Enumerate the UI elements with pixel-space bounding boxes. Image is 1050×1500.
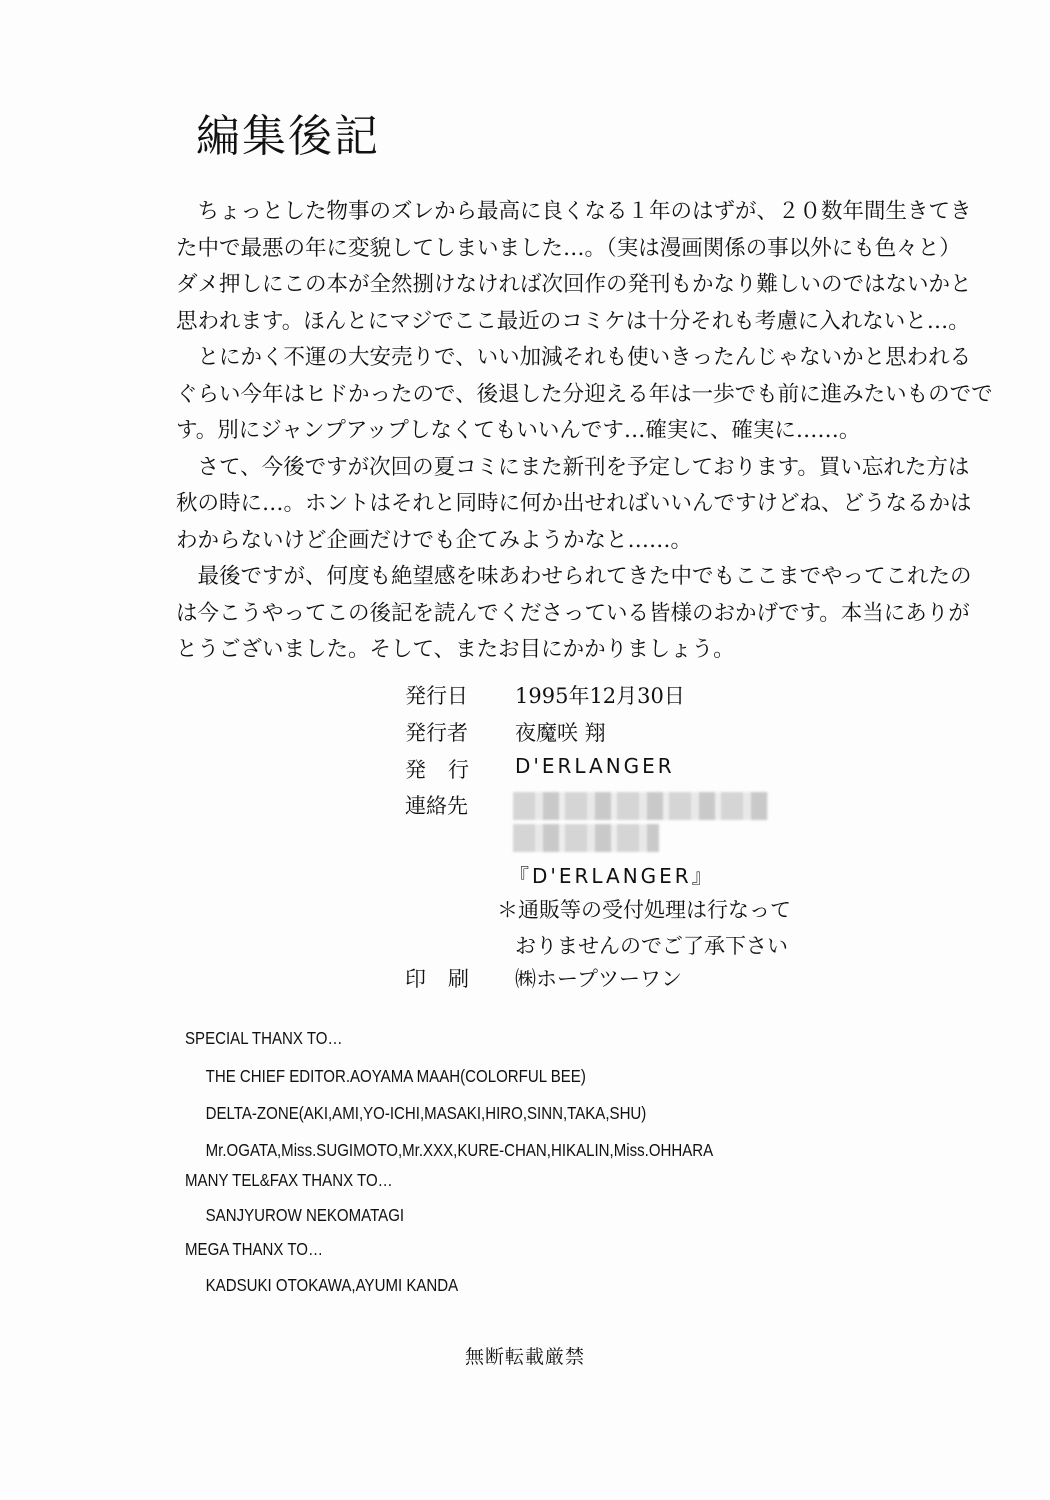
redacted-phone xyxy=(513,824,659,852)
copyright-notice: 無断転載厳禁 xyxy=(464,1346,585,1368)
body-line: ちょっとした物事のズレから最高に良くなる１年のはずが、２０数年間生きてき xyxy=(176,199,972,224)
body-line: 秋の時に…。ホントはそれと同時に何か出せればいいんですけどね、どうなるかは xyxy=(176,491,972,516)
body-line: ダメ押しにこの本が全然捌けなければ次回作の発刊もかなり難しいのではないかと xyxy=(176,272,972,297)
body-line: とにかく不運の大安売りで、いい加減それも使いきったんじゃないかと思われる xyxy=(176,345,972,370)
issue-label: 発行 xyxy=(405,758,491,782)
body-line: は今こうやってこの後記を読んでくださっている皆様のおかげです。本当にありが xyxy=(176,600,970,626)
body-line: 思われます。ほんとにマジでここ最近のコミケは十分それも考慮に入れないと…。 xyxy=(176,308,970,334)
thanks-line: Mr.OGATA,Miss.SUGIMOTO,Mr.XXX,KURE-CHAN,HIKALIN,Miss.OHHARA xyxy=(205,1140,714,1160)
issue-value: D'ERLANGER xyxy=(515,754,675,778)
thanks-line: DELTA-ZONE(AKI,AMI,YO-ICHI,MASAKI,HIRO,SINN,TAKA,SHU) xyxy=(205,1103,647,1123)
publisher-label: 発行者 xyxy=(405,721,468,745)
print-value: ㈱ホープツーワン xyxy=(515,967,682,991)
thanks-heading: SPECIAL THANX TO… xyxy=(185,1028,343,1048)
body-line: さて、今後ですが次回の夏コミにまた新刊を予定しております。買い忘れた方は xyxy=(176,454,970,480)
date-label: 発行日 xyxy=(405,684,468,708)
body-line: とうございました。そして、またお目にかかりましょう。 xyxy=(176,637,735,662)
page-title: 編集後記 xyxy=(196,111,380,162)
date-value: 1995年12月30日 xyxy=(515,684,685,708)
thanks-heading: MEGA THANX TO… xyxy=(185,1239,324,1259)
contact-label: 連絡先 xyxy=(405,794,468,818)
body-line: ぐらい今年はヒドかったので、後退した分迎える年は一歩でも前に進みたいものでで xyxy=(176,381,993,407)
afterword-body xyxy=(176,194,993,669)
print-label: 印刷 xyxy=(405,967,491,991)
mail-order-note-2: おりませんのでご了承下さい xyxy=(515,934,788,958)
thanks-line: SANJYUROW NEKOMATAGI xyxy=(205,1205,405,1225)
body-line: わからないけど企画だけでも企てみようかなと……。 xyxy=(176,527,693,553)
body-line: た中で最悪の年に変貌してしまいました…。（実は漫画関係の事以外にも色々と） xyxy=(176,235,961,261)
redacted-address xyxy=(513,792,768,820)
thanks-line: KADSUKI OTOKAWA,AYUMI KANDA xyxy=(205,1275,459,1295)
body-line: す。別にジャンプアップしなくてもいいんです…確実に、確実に……。 xyxy=(176,418,861,443)
publisher-value: 夜魔咲 翔 xyxy=(515,721,606,745)
thanks-heading: MANY TEL&FAX THANX TO… xyxy=(185,1170,393,1190)
body-line: 最後ですが、何度も絶望感を味あわせられてきた中でもここまでやってこれたの xyxy=(176,564,972,589)
thanks-line: THE CHIEF EDITOR.AOYAMA MAAH(COLORFUL BEE) xyxy=(205,1066,586,1086)
contact-name: 『D'ERLANGER』 xyxy=(509,864,715,888)
mail-order-note-1: ＊通販等の受付処理は行なって xyxy=(497,898,791,922)
